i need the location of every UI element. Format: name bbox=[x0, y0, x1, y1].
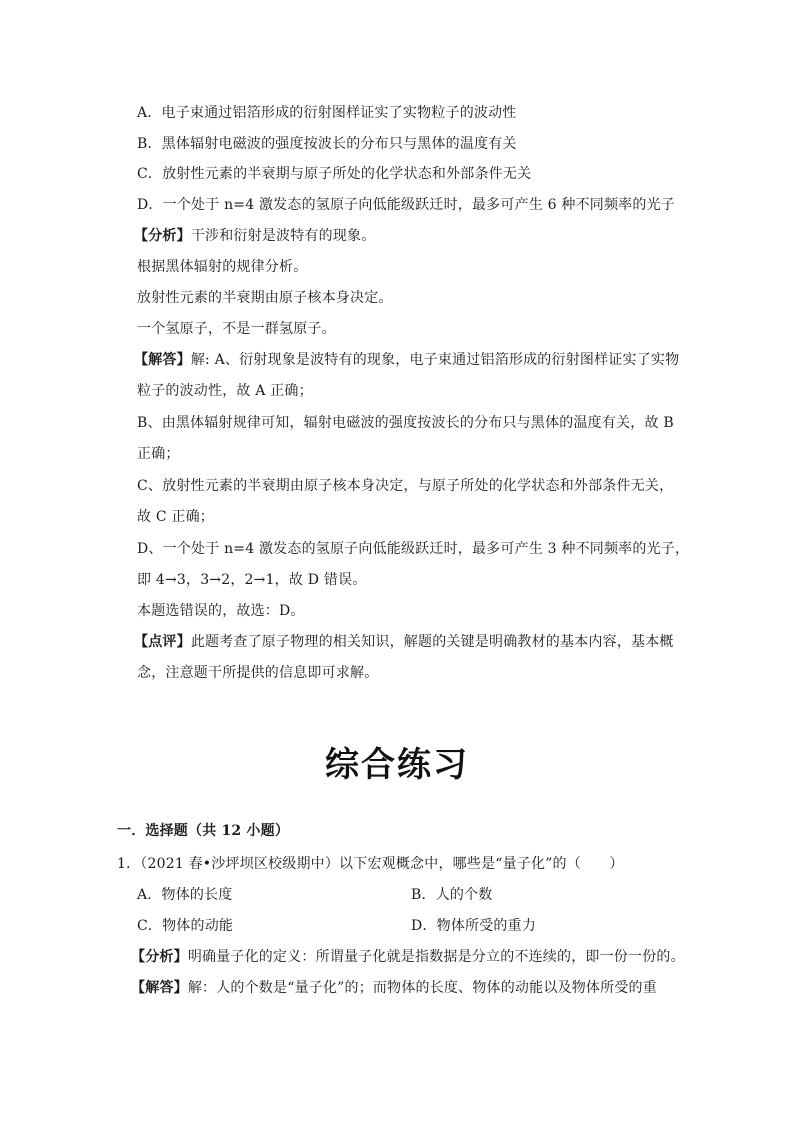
q1-analysis-text: 明确量子化的定义：所谓量子化就是指数据是分立的不连续的，即一份一份的。 bbox=[187, 949, 685, 965]
answer-line-4: 正确； bbox=[137, 446, 180, 462]
part1-heading: 一．选择题（共 12 小题） bbox=[117, 823, 290, 839]
answer-line-3: B、由黑体辐射规律可知，辐射电磁波的强度按波长的分布只与黑体的温度有关，故 B bbox=[137, 415, 674, 431]
analysis-line-2: 根据黑体辐射的规律分析。 bbox=[137, 259, 308, 275]
comment-line-2: 念，注意题干所提供的信息即可求解。 bbox=[137, 665, 379, 681]
q1-analysis-tag: 【分析】 bbox=[131, 949, 188, 965]
q1-answer-text: 解：人的个数是“量子化”的；而物体的长度、物体的动能以及物体所受的重 bbox=[187, 980, 657, 996]
answer-line-9: 本题选错误的，故选：D。 bbox=[137, 603, 305, 619]
q1-option-c: C．物体的动能 bbox=[137, 918, 234, 934]
q1-option-b: B．人的个数 bbox=[411, 887, 493, 903]
option-d: D．一个处于 n=4 激发态的氢原子向低能级跃迁时，最多可产生 6 种不同频率的光子 bbox=[137, 197, 675, 213]
answer-line-8: 即 4→3，3→2，2→1，故 D 错误。 bbox=[137, 572, 367, 588]
option-a: A．电子束通过铝箔形成的衍射图样证实了实物粒子的波动性 bbox=[137, 105, 517, 121]
option-b: B．黑体辐射电磁波的强度按波长的分布只与黑体的温度有关 bbox=[137, 136, 517, 152]
analysis-line-4: 一个氢原子，不是一群氢原子。 bbox=[137, 321, 336, 337]
answer-line-1 bbox=[134, 350, 679, 370]
answer-line-5: C、放射性元素的半衰期由原子核本身决定，与原子所处的化学状态和外部条件无关， bbox=[137, 478, 674, 494]
section-title: 综合练习 bbox=[325, 745, 469, 785]
answer-text-1: 解: A、衍射现象是波特有的现象，电子束通过铝箔形成的衍射图样证实了实物 bbox=[190, 352, 680, 368]
q1-option-a: A．物体的长度 bbox=[137, 887, 233, 903]
q1-answer-tag: 【解答】 bbox=[131, 980, 188, 996]
analysis-line-3: 放射性元素的半衰期由原子核本身决定。 bbox=[137, 290, 393, 306]
analysis-text-1: 干涉和衍射是波特有的现象。 bbox=[190, 228, 376, 244]
q1-stem: 1．（2021 春•沙坪坝区校级期中）以下宏观概念中，哪些是“量子化”的（ ） bbox=[117, 856, 624, 872]
q1-answer bbox=[131, 978, 657, 998]
answer-line-2: 粒子的波动性，故 A 正确； bbox=[137, 383, 313, 399]
comment-line-1 bbox=[134, 632, 674, 652]
answer-line-6: 故 C 正确； bbox=[137, 509, 215, 525]
comment-tag: 【点评】 bbox=[134, 634, 191, 650]
answer-tag: 【解答】 bbox=[134, 352, 191, 368]
option-c: C．放射性元素的半衰期与原子所处的化学状态和外部条件无关 bbox=[137, 166, 532, 182]
answer-line-7: D、一个处于 n=4 激发态的氢原子向低能级跃迁时，最多可产生 3 种不同频率的光子， bbox=[137, 541, 690, 557]
analysis-tag: 【分析】 bbox=[134, 228, 191, 244]
q1-analysis bbox=[131, 947, 685, 967]
analysis-line-1 bbox=[134, 226, 375, 246]
q1-option-d: D．物体所受的重力 bbox=[411, 918, 537, 934]
comment-text-1: 此题考查了原子物理的相关知识，解题的关键是明确教材的基本内容，基本概 bbox=[190, 634, 674, 650]
